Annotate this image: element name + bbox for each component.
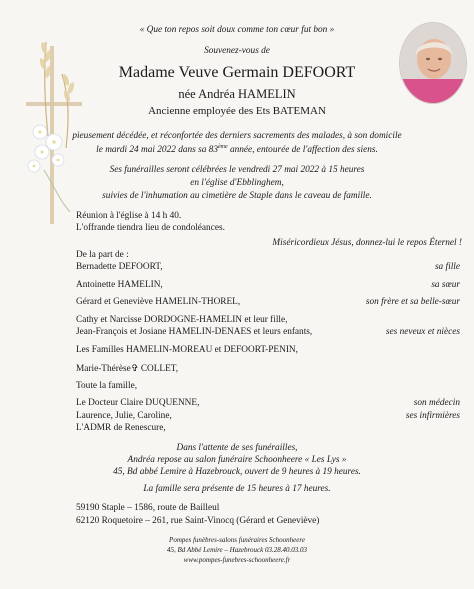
footer-address: 45, Bd Abbé Lemire – Hazebrouck 03.28.40.03.03 [167, 546, 307, 554]
prayer: Miséricordieux Jésus, donnez-lui le repos Éternel ! [272, 238, 462, 248]
funeral-line-1: Ses funérailles seront célébrées le vendredi 27 mai 2022 à 15 heures [109, 165, 365, 175]
family-name: Gérard et Geneviève HAMELIN-THOREL, [76, 297, 241, 307]
family-name: L'ADMR de Renescure, [76, 423, 166, 433]
epitaph-quote: « Que ton repos soit doux comme ton cœur fut bon » [139, 25, 335, 35]
family-relation: ses infirmières [405, 411, 460, 421]
address-line: 62120 Roquetoire – 261, rue Saint-Vinocq (Gérard et Geneviève) [76, 516, 320, 526]
family-relation: son frère et sa belle-sœur [365, 297, 460, 307]
funeral-line-3: suivies de l'inhumation au cimetière de Staple dans le caveau de famille. [102, 191, 372, 201]
footer-website: www.pompes-funebres-schoonheere.fr [183, 556, 291, 564]
reunion-line-1: Réunion à l'église à 14 h 40. [76, 211, 182, 221]
funeral-line-2: en l'église d'Ebblinghem, [190, 178, 284, 188]
family-name: Antoinette HAMELIN, [76, 280, 163, 290]
family-presence: La famille sera présente de 15 heures à 17 heures. [143, 484, 331, 494]
family-name: Le Docteur Claire DUQUENNE, [76, 398, 200, 408]
notice-line-2: le mardi 24 mai 2022 dans sa 83ème année, entourée de l'affection des siens. [96, 144, 378, 156]
maiden-name: née Andréa HAMELIN [178, 87, 296, 101]
deceased-name: Madame Veuve Germain DEFOORT [118, 64, 356, 81]
family-relation: sa sœur [431, 280, 460, 290]
family-name: Marie-Thérèse✞ COLLET, [76, 364, 179, 374]
family-relation: ses neveux et nièces [385, 327, 460, 337]
family-name: Bernadette DEFOORT, [76, 262, 163, 272]
souvenez-vous: Souvenez-vous de [204, 46, 270, 56]
family-name: Toute la famille, [76, 381, 138, 391]
family-name: Laurence, Julie, Caroline, [76, 411, 172, 421]
footer-company: Pompes funèbres-salons funéraires Schoonheere [169, 536, 305, 544]
family-intro: De la part de : [76, 250, 129, 260]
family-relation: sa fille [434, 262, 460, 272]
repose-line-1: Dans l'attente de ses funérailles, [176, 443, 298, 453]
notice-line-1: pieusement décédée, et réconfortée des derniers sacrements des malades, à son domicile [72, 131, 402, 141]
family-name: Cathy et Narcisse DORDOGNE-HAMELIN et leur fille, [76, 315, 288, 325]
family-name: Les Familles HAMELIN-MOREAU et DEFOORT-PENIN, [76, 345, 298, 355]
repose-line-2: Andréa repose au salon funéraire Schoonheere « Les Lys » [127, 455, 347, 465]
family-name: Jean-François et Josiane HAMELIN-DENAES et leurs enfants, [76, 327, 313, 337]
former-employment: Ancienne employée des Ets BATEMAN [148, 105, 326, 117]
address-line: 59190 Staple – 1586, route de Bailleul [76, 503, 220, 513]
family-relation: son médecin [413, 398, 460, 408]
repose-line-3: 45, Bd abbé Lemire à Hazebrouck, ouvert de 9 heures à 19 heures. [113, 467, 361, 477]
reunion-line-2: L'offrande tiendra lieu de condoléances. [76, 223, 225, 233]
